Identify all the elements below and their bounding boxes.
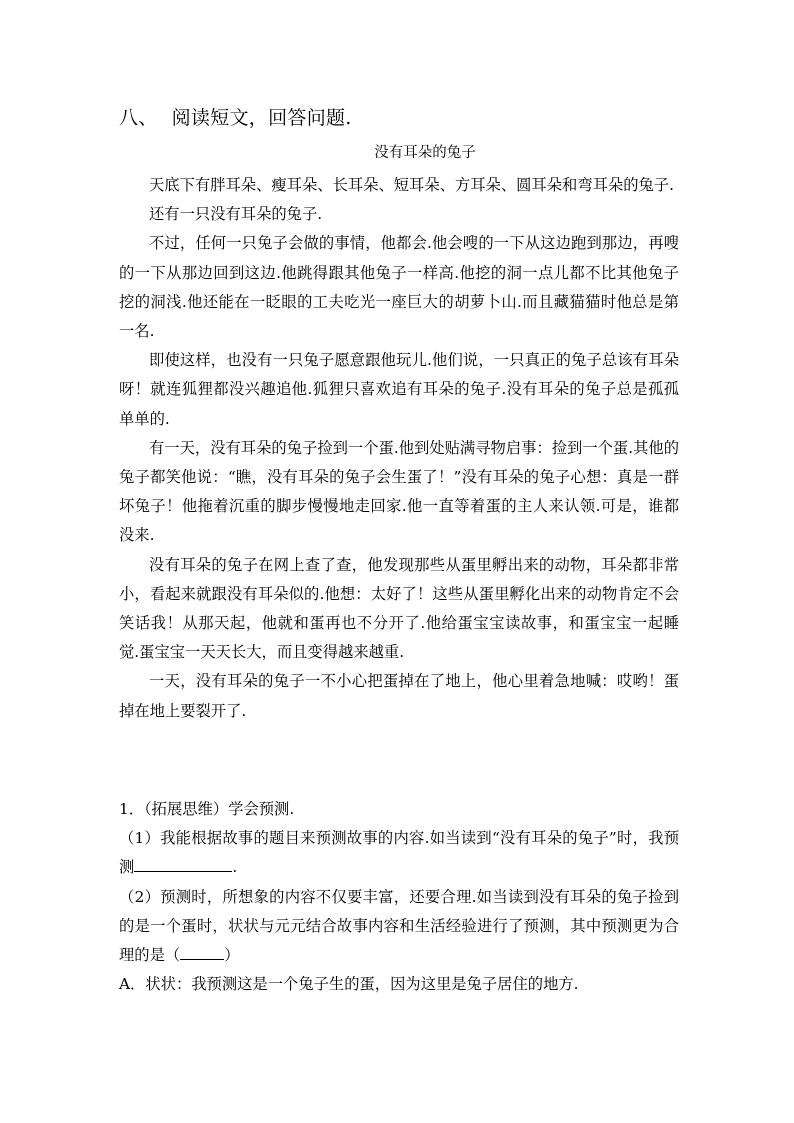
- section-title: 阅读短文，回答问题.: [171, 107, 352, 129]
- story-paragraph: 不过，任何一只兔子会做的事情，他都会.他会嗖的一下从这边跑到那边，再嗖的一下从那边回到这边.他跳得跟其他兔子一样高.他挖的洞一点儿都不比其他兔子挖的洞浅.他还能在一眨眼的工夫吃光一座巨大的胡萝卜山.而且藏猫猫时他总是第一名.: [119, 234, 679, 341]
- story-paragraph: 没有耳朵的兔子在网上查了查，他发现那些从蛋里孵出来的动物，耳朵都非常小，看起来就跟没有耳朵似的.他想：太好了！这些从蛋里孵化出来的动物肯定不会笑话我！从那天起，他就和蛋再也不分开了.他给蛋宝宝读故事，和蛋宝宝一起睡觉.蛋宝宝一天天长大，而且变得越来越重.: [119, 555, 679, 662]
- answer-blank-prediction[interactable]: [134, 853, 232, 872]
- story-paragraph: 即使这样，也没有一只兔子愿意跟他玩儿.他们说，一只真正的兔子总该有耳朵呀！就连狐狸都没兴趣追他.狐狸只喜欢追有耳朵的兔子.没有耳朵的兔子总是孤孤单单的.: [119, 351, 679, 428]
- story-title: 没有耳朵的兔子: [374, 145, 476, 161]
- story-paragraph: 有一天，没有耳朵的兔子捡到一个蛋.他到处贴满寻物启事：捡到一个蛋.其他的兔子都笑他说：“瞧，没有耳朵的兔子会生蛋了！”没有耳朵的兔子心想：真是一群坏兔子！他拖着沉重的脚步慢慢地走回家.他一直等着蛋的主人来认领.可是，谁都没来.: [119, 438, 679, 545]
- question-1-part-2-end: ）: [224, 946, 240, 965]
- story-body: [119, 171, 679, 726]
- question-1-part-1-text: （1）我能根据故事的题目来预测故事的内容.如当读到“没有耳朵的兔子”时，我预测: [119, 829, 679, 877]
- section-number: 八、: [119, 107, 158, 129]
- answer-blank-choice[interactable]: [180, 941, 224, 960]
- question-1-title: 1．（拓展思维）学会预测.: [119, 800, 295, 818]
- question-1-part-1: [119, 824, 679, 882]
- question-1-part-2: [119, 883, 679, 971]
- story-paragraph: 天底下有胖耳朵、瘦耳朵、长耳朵、短耳朵、方耳朵、圆耳朵和弯耳朵的兔子.: [149, 176, 674, 194]
- story-paragraph: 一天，没有耳朵的兔子一不小心把蛋掉在了地上，他心里着急地喊：哎哟！蛋掉在地上要裂开了.: [119, 672, 679, 720]
- question-1-part-2-text: （2）预测时，所想象的内容不仅要丰富，还要合理.如当读到没有耳朵的兔子捡到的是一个蛋时，状状与元元结合故事内容和生活经验进行了预测，其中预测更为合理的是（: [119, 887, 679, 965]
- option-a: A．状状：我预测这是一个兔子生的蛋，因为这里是兔子居住的地方.: [119, 975, 579, 994]
- section-heading: [119, 104, 352, 132]
- story-paragraph: 还有一只没有耳朵的兔子.: [149, 205, 323, 224]
- questions-section: [119, 795, 679, 999]
- question-1-part-1-end: .: [232, 858, 238, 877]
